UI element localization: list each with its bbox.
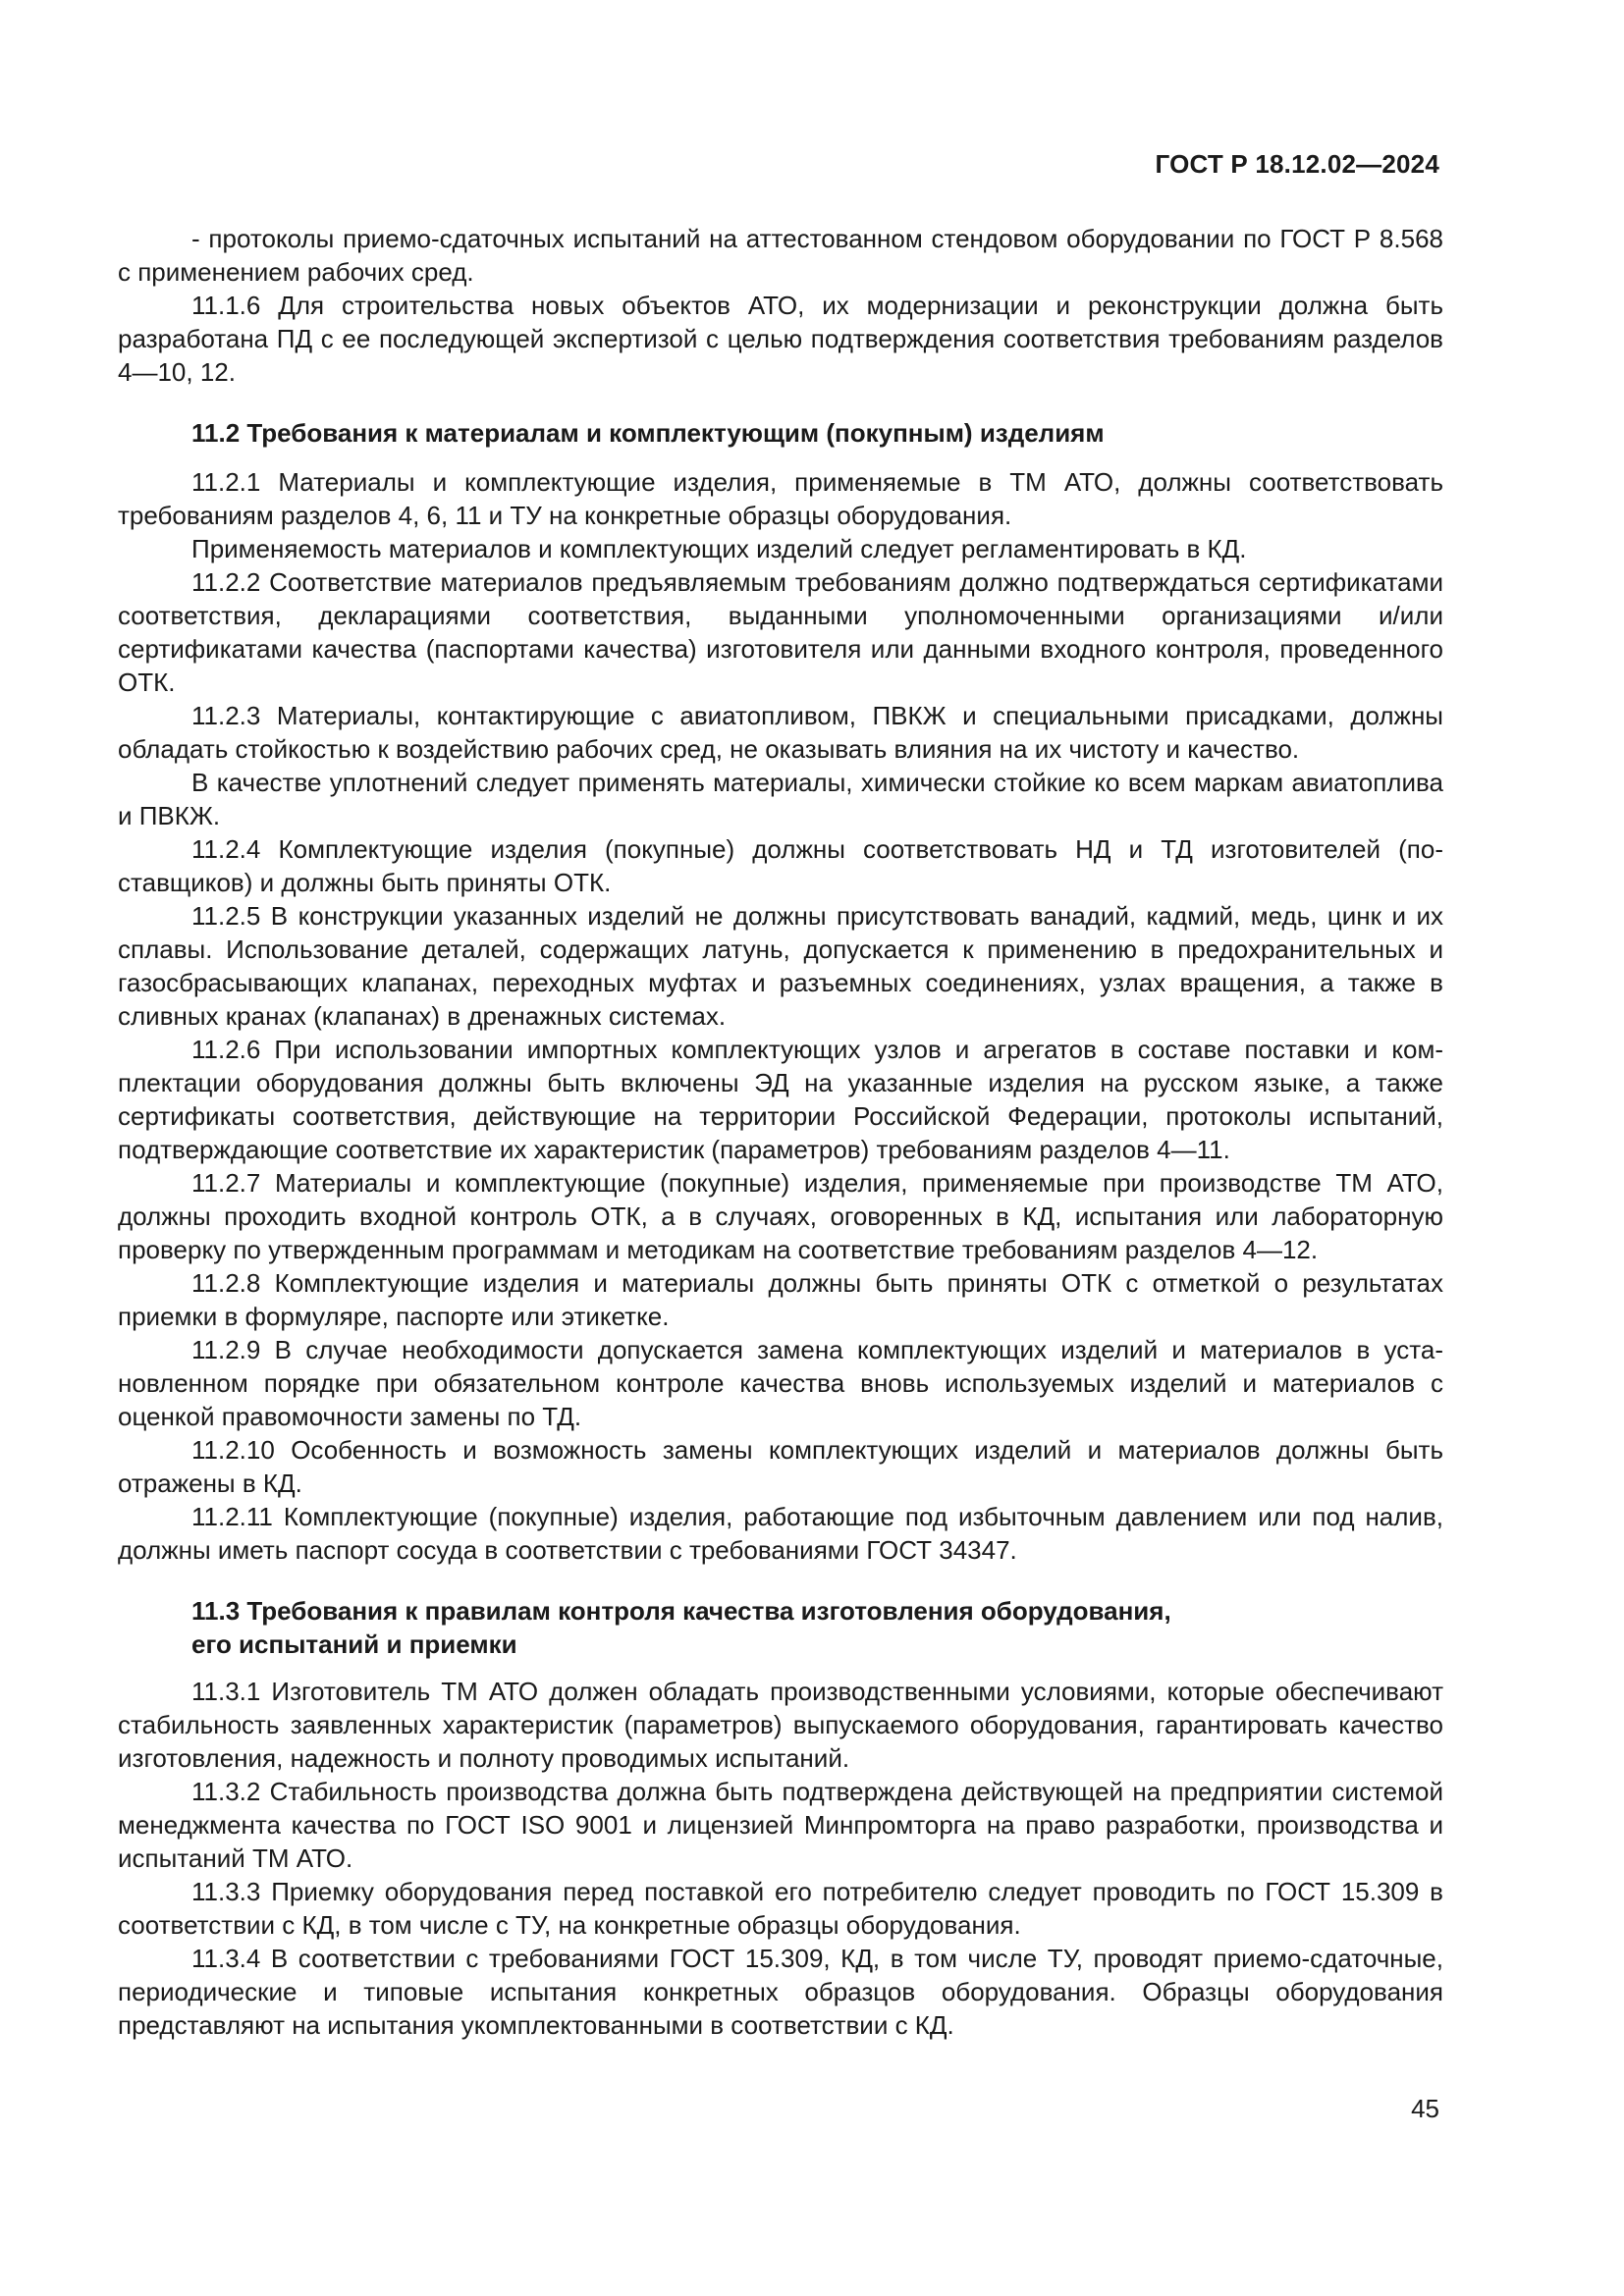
- paragraph: 11.2.11 Комплектующие (покупные) изделия, работающие под избыточным давлением или под налив, должны иметь паспорт сосуда в соответствии с требованиями ГОСТ 34347.: [118, 1502, 1443, 1565]
- paragraph: 11.2.7 Материалы и комплектующие (покупные) изделия, применяемые при производстве ТМ АТО, должны проходить входной контроль ОТК, а в случаях, оговоренных в КД, испытания или лабораторную проверку по утвержденным программам и методикам на соответствие требованиям разделов 4—12.: [118, 1168, 1443, 1264]
- paragraph: 11.2.10 Особенность и возможность замены комплектующих изделий и материалов должны быть отражены в КД.: [118, 1435, 1443, 1498]
- paragraph: В качестве уплотнений следует применять материалы, химически стойкие ко всем маркам авиатоплива и ПВКЖ.: [118, 768, 1443, 830]
- paragraph: 11.2.2 Соответствие материалов предъявляемым требованиям должно подтверждаться сертификатами соответствия, декларациями соответствия, выданными уполномоченными организациями и/или сертификатами качества (паспортами качества) изготовителя или данными входного контроля, проведенного ОТК.: [118, 567, 1443, 697]
- section-heading-line: его испытаний и приемки: [191, 1629, 517, 1659]
- section-heading-line: 11.3 Требования к правилам контроля качества изготовления оборудования,: [191, 1596, 1171, 1626]
- paragraph: 11.3.1 Изготовитель ТМ АТО должен обладать производственными условиями, которые обеспечивают стабильность заявленных характеристик (параметров) выпускаемого оборудования, гарантировать качество изготовления, надежность и полноту проводимых испытаний.: [118, 1677, 1443, 1773]
- paragraph: 11.2.4 Комплектующие изделия (покупные) должны соответствовать НД и ТД изготовителей (поставщиков) и должны быть приняты ОТК.: [118, 834, 1443, 897]
- paragraph: Применяемость материалов и комплектующих изделий следует регламентировать в КД.: [191, 534, 1247, 563]
- section-heading-11-2: 11.2 Требования к материалам и комплектующим (покупным) изделиям: [191, 418, 1105, 448]
- paragraph: 11.3.2 Стабильность производства должна быть подтверждена действующей на предприятии системой менеджмента качества по ГОСТ ISO 9001 и лицензией Минпромторга на право разработки, производства и испытаний ТМ АТО.: [118, 1777, 1443, 1873]
- section-heading-11-3: [118, 1594, 1443, 1661]
- paragraph: 11.2.9 В случае необходимости допускается замена комплектующих изделий и материалов в установленном порядке при обязательном контроле качества вновь используемых изделий и материалов с оценкой правомочности замены по ТД.: [118, 1335, 1443, 1431]
- paragraph: 11.3.4 В соответствии с требованиями ГОСТ 15.309, КД, в том числе ТУ, проводят приемо-сдаточные, периодические и типовые испытания конкретных образцов оборудования. Образцы оборудования представляют на испытания укомплектованными в соответствии с КД.: [118, 1944, 1443, 2040]
- document-body: [118, 222, 1443, 2042]
- paragraph: 11.2.8 Комплектующие изделия и материалы должны быть приняты ОТК с отметкой о результатах приемки в формуляре, паспорте или этикетке.: [118, 1268, 1443, 1331]
- paragraph: 11.1.6 Для строительства новых объектов АТО, их модернизации и реконструкции должна быть разработана ПД с ее последующей экспертизой с целью подтверждения соответствия требованиям разделов 4—10, 12.: [118, 291, 1443, 387]
- paragraph: 11.2.6 При использовании импортных комплектующих узлов и агрегатов в составе поставки и комплектации оборудования должны быть включены ЭД на указанные изделия на русском языке, а также сертификаты соответствия, действующие на территории Российской Федерации, протоколы испытаний, подтверждающие соответствие их характеристик (параметров) требованиям разделов 4—11.: [118, 1035, 1443, 1164]
- paragraph: 11.2.3 Материалы, контактирующие с авиатопливом, ПВКЖ и специальными присадками, должны обладать стойкостью к воздействию рабочих сред, не оказывать влияния на их чистоту и качество.: [118, 701, 1443, 764]
- paragraph: - протоколы приемо-сдаточных испытаний на аттестованном стендовом оборудовании по ГОСТ Р 8.568 с применением рабочих сред.: [118, 224, 1443, 287]
- paragraph: 11.2.1 Материалы и комплектующие изделия, применяемые в ТМ АТО, должны соответствовать требованиям разделов 4, 6, 11 и ТУ на конкретные образцы оборудования.: [118, 467, 1443, 530]
- page-number: 45: [1411, 2094, 1439, 2123]
- paragraph: 11.2.5 В конструкции указанных изделий не должны присутствовать ванадий, кадмий, медь, цинк и их сплавы. Использование деталей, содержащих латунь, допускается к применению в предохранительных и газосбрасывающих клапанах, переходных муфтах и разъемных соединениях, узлах вращения, а также в сливных кранах (клапанах) в дренажных системах.: [118, 901, 1443, 1031]
- document-code-header: ГОСТ Р 18.12.02—2024: [1155, 149, 1439, 179]
- paragraph: 11.3.3 Приемку оборудования перед поставкой его потребителю следует проводить по ГОСТ 15.309 в соответствии с КД, в том числе с ТУ, на конкретные образцы оборудования.: [118, 1877, 1443, 1940]
